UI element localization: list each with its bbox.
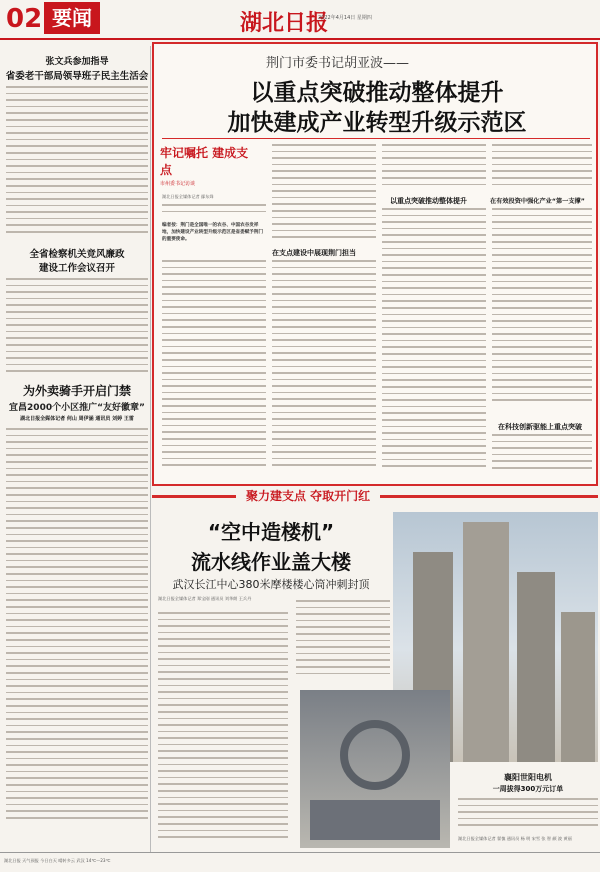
left-headline-2a: 全省检察机关竞风廉政	[29, 249, 125, 260]
crane-title-line-2: 流水线作业盖大楼	[191, 550, 351, 574]
left-column	[4, 46, 150, 852]
feature-title-line-1: 以重点突破推动整体提升	[250, 80, 504, 106]
feature-rule	[162, 138, 590, 139]
crane-col-2	[296, 600, 390, 686]
left-byline-3: 湖北日报全媒体记者 何山 周伊涵 通讯员 刘婷 王雷	[20, 416, 134, 422]
paper-date: 2022年4月14日 星期四	[318, 15, 372, 21]
masthead-rule	[0, 38, 600, 40]
left-headline-2b: 建设工作会议召开	[38, 263, 115, 274]
news2-title-b: 一周拔得300万元订单	[492, 785, 564, 793]
feature-col-4c	[492, 434, 592, 480]
feature-col-4a	[492, 144, 592, 192]
feature-subhead-4: 在科技创新驱能上重点突破	[498, 423, 582, 431]
column-divider	[150, 46, 151, 852]
article-body-2	[6, 278, 148, 382]
crane-col-1	[158, 612, 288, 852]
footer-text: 湖北日报 天气预报 今日白天 晴转多云 武汉 14℃～23℃	[4, 858, 111, 863]
feature-col-3b	[382, 208, 486, 480]
feature-col-2b	[272, 260, 376, 480]
article-body-3	[6, 428, 148, 848]
feature-col-4b	[492, 208, 592, 418]
feature-col-3a	[382, 144, 486, 192]
left-headline-1a: 张文兵参加指导	[45, 57, 109, 67]
feature-box	[152, 42, 598, 486]
feature-col-1	[162, 260, 266, 480]
series-logo	[160, 144, 260, 190]
feature-title-line-2: 加快建成产业转型升级示范区	[227, 110, 527, 136]
news2-rule	[456, 766, 596, 770]
feature-byline: 湖北日报全媒体记者 鄢东烽	[162, 194, 214, 199]
crane-title-line-1: “空中造楼机”	[207, 520, 335, 544]
crane-byline: 湖北日报全媒体记者 郑宝刚 通讯员 刘华朗 王兵丹	[158, 596, 252, 601]
masthead	[0, 0, 600, 44]
feature-subhead-2: 以重点突破推动整体提升	[390, 197, 467, 205]
section-band	[152, 486, 598, 506]
left-headline-3b: 宜昌2000个小区推广“友好徽章”	[9, 403, 145, 413]
news2-body	[458, 798, 598, 834]
news2-title-a: 襄阳世阳电机	[504, 773, 552, 782]
feature-subhead-3: 在有效投资中强化产业“第一支撑”	[490, 198, 585, 205]
news2-byline: 湖北日报全媒体记者 翟慎 通讯员 杨 明 宋雪 张 智 颜 波 黄丽	[458, 836, 572, 841]
factory-photo	[300, 690, 450, 848]
section-name: 要闻	[44, 2, 100, 34]
crane-subtitle: 武汉长江中心380米摩楼楼心筒冲刺封顶	[172, 578, 370, 591]
feature-intro-lines	[162, 204, 266, 218]
band-title: 聚力建支点 夺取开门红	[236, 487, 380, 504]
feature-subhead-1: 在支点建设中展现荆门担当	[272, 249, 356, 257]
footer	[0, 852, 600, 872]
series-logo-text: 牢记嘱托 建成支点	[160, 146, 249, 177]
feature-col-2a	[272, 144, 376, 244]
left-headline-1b: 省委老干部局领导班子民主生活会	[5, 71, 149, 82]
paper-logo: 湖北日报	[240, 10, 329, 36]
series-logo-subtext: 市州委书记访谈	[160, 181, 196, 187]
left-headline-3a: 为外卖骑手开启门禁	[22, 384, 131, 398]
section-number: 02	[6, 4, 43, 34]
article-body-1	[6, 86, 148, 244]
editor-note: 编者按：荆门是全国唯一的农谷、中国农谷发祥地，加快建设产业转型升级示范区是省委赋予荆门的重要使命。	[162, 223, 264, 242]
feature-kicker: 荆门市委书记胡亚波——	[266, 56, 410, 71]
